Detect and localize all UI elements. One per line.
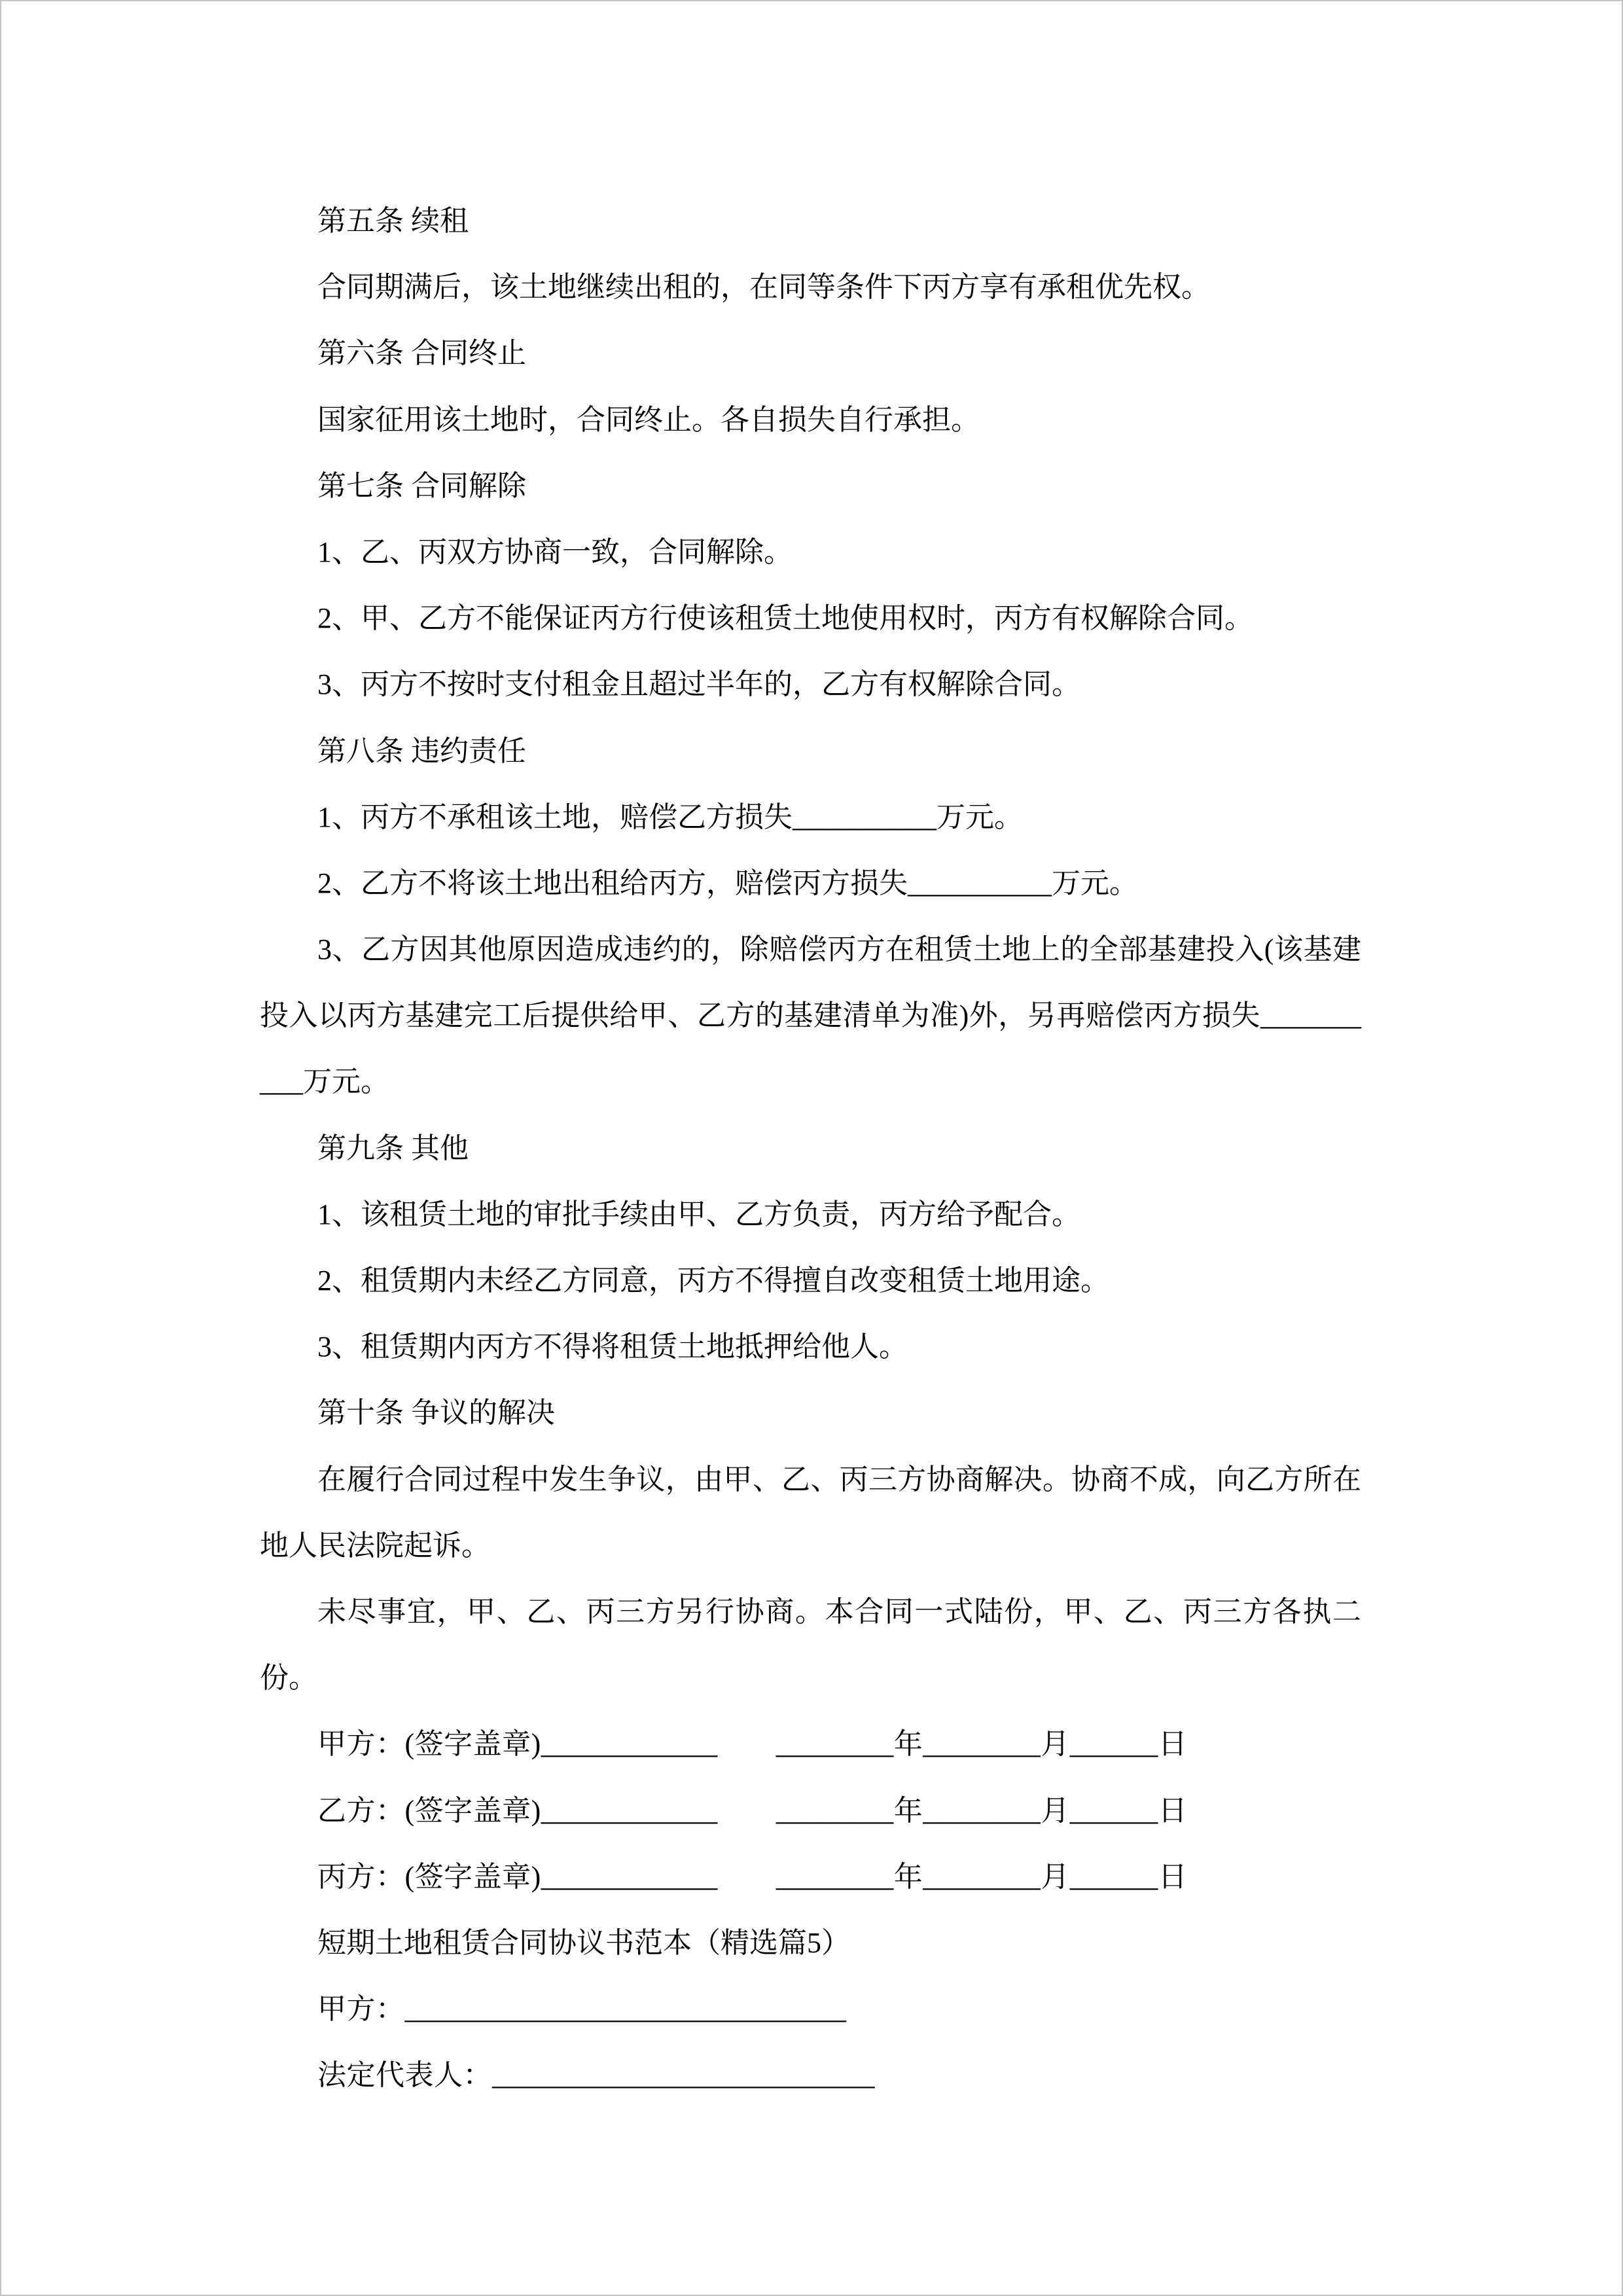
signature-line-party-c: 丙方：(签字盖章)____________ ________年________月______日 [317, 1860, 1188, 1893]
clause-8-item-2: 2、乙方不将该土地出租给丙方，赔偿丙方损失__________万元。 [317, 867, 1138, 899]
clause-5-body: 合同期满后，该土地继续出租的，在同等条件下丙方享有承租优先权。 [317, 271, 1210, 304]
clause-8-heading: 第八条 违约责任 [317, 734, 526, 767]
document-page [1, 1, 1622, 2295]
clause-7-heading: 第七条 合同解除 [317, 469, 526, 502]
clause-9-item-3: 3、租赁期内丙方不得将租赁土地抵押给他人。 [317, 1331, 908, 1363]
clause-9-item-2: 2、租赁期内未经乙方同意，丙方不得擅自改变租赁土地用途。 [317, 1265, 1109, 1297]
legal-representative-blank-line: 法定代表人：__________________________ [317, 2059, 875, 2092]
clause-9-item-1: 1、该租赁土地的审批手续由甲、乙方负责，丙方给予配合。 [317, 1198, 1080, 1230]
clause-6-body: 国家征用该土地时，合同终止。各自损失自行承担。 [317, 403, 980, 436]
party-a-blank-line: 甲方：______________________________ [317, 1993, 847, 2026]
clause-9-heading: 第九条 其他 [317, 1132, 469, 1164]
clause-10-heading: 第十条 争议的解决 [317, 1397, 555, 1429]
signature-line-party-a: 甲方：(签字盖章)____________ ________年________月______日 [317, 1728, 1188, 1761]
clause-7-item-2: 2、甲、乙方不能保证丙方行使该租赁土地使用权时，丙方有权解除合同。 [317, 602, 1253, 635]
clause-8-item-1: 1、丙方不承租该土地，赔偿乙方损失__________万元。 [317, 800, 1023, 833]
clause-8-item-3: 3、乙方因其他原因造成违约的，除赔偿丙方在租赁土地上的全部基建投入(该基建投入以丙方基建完工后提供给甲、乙方的基建清单为准)外，另再赔偿丙方损失__________万元。 [260, 933, 1361, 1098]
clause-7-item-3: 3、丙方不按时支付租金且超过半年的，乙方有权解除合同。 [317, 668, 1080, 701]
closing-paragraph: 未尽事宜，甲、乙、丙三方另行协商。本合同一式陆份，甲、乙、丙三方各执二份。 [260, 1595, 1361, 1695]
next-template-title: 短期土地租赁合同协议书范本（精选篇5） [317, 1926, 850, 1959]
clause-5-heading: 第五条 续租 [317, 205, 469, 237]
clause-6-heading: 第六条 合同终止 [317, 337, 526, 370]
clause-10-body: 在履行合同过程中发生争议，由甲、乙、丙三方协商解决。协商不成，向乙方所在地人民法院起诉。 [260, 1463, 1361, 1562]
clause-7-item-1: 1、乙、丙双方协商一致，合同解除。 [317, 535, 793, 568]
signature-line-party-b: 乙方：(签字盖章)____________ ________年________月______日 [317, 1794, 1188, 1827]
